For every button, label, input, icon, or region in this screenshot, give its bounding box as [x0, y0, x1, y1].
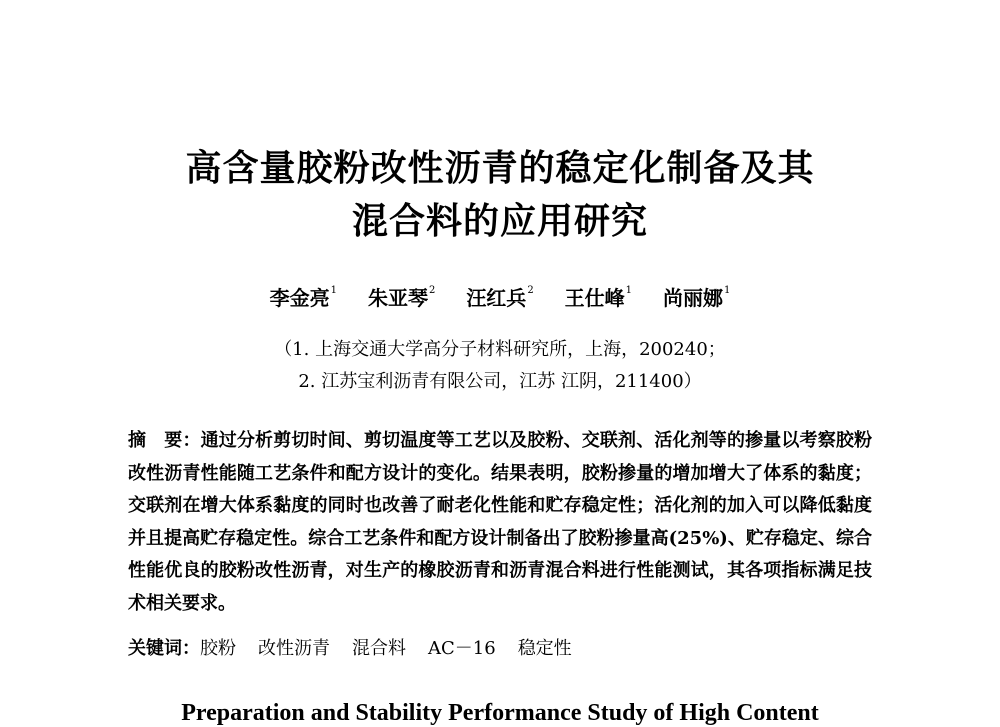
author: [565, 282, 632, 311]
paper-title-line-1: 高含量胶粉改性沥青的稳定化制备及其: [185, 147, 815, 189]
author: [270, 282, 337, 311]
keyword: 稳定性: [517, 638, 572, 659]
author: [466, 282, 533, 311]
keyword: AC－16: [428, 638, 496, 659]
author-name: 尚丽娜: [663, 286, 723, 310]
author: [663, 282, 730, 311]
keyword: 胶粉: [200, 638, 236, 659]
author-name: 王仕峰: [564, 286, 625, 310]
abstract-text: 通过分析剪切时间、剪切温度等工艺以及胶粉、交联剂、活化剂等的掺量以考察胶粉改性沥青性能随工艺条件和配方设计的变化。结果表明，胶粉掺量的增加增大了体系的黏度；交联剂在增大体系黏度的同时也改善了耐老化性能和贮存稳定性；活化剂的加入可以降低黏度并且提高贮存稳定性。综合工艺条件和配方设计制备出了胶粉掺量高(25%)、贮存稳定、综合性能优良的胶粉改性沥青，对生产的橡胶沥青和沥青混合料进行性能测试，其各项指标满足技术相关要求。: [128, 430, 873, 614]
keyword: 混合料: [352, 638, 406, 659]
paper-title-line-2: 混合料的应用研究: [351, 200, 648, 242]
author-name: 李金亮: [269, 286, 330, 310]
author-name: 汪红兵: [466, 286, 527, 310]
author-affiliation-mark: 2: [428, 285, 436, 297]
abstract: [128, 425, 872, 621]
keywords: [128, 634, 872, 660]
keywords-label: 关键词：: [128, 638, 200, 659]
author-name: 朱亚琴: [367, 286, 428, 310]
author-affiliation-mark: 1: [625, 285, 633, 297]
affiliation-1: （1. 上海交通大学高分子材料研究所，上海，200240；: [274, 339, 726, 360]
author-affiliation-mark: 1: [330, 285, 337, 297]
keyword: 改性沥青: [258, 638, 330, 659]
author-affiliation-mark: 2: [527, 285, 534, 297]
english-title: Preparation and Stability Performance Study of High Content: [181, 700, 819, 726]
abstract-label: 摘 要：: [128, 430, 201, 451]
author: [368, 282, 435, 311]
author-list: [0, 282, 1000, 311]
author-affiliation-mark: 1: [724, 285, 731, 297]
affiliation-2: 2. 江苏宝利沥青有限公司，江苏 江阴，211400）: [298, 371, 702, 392]
